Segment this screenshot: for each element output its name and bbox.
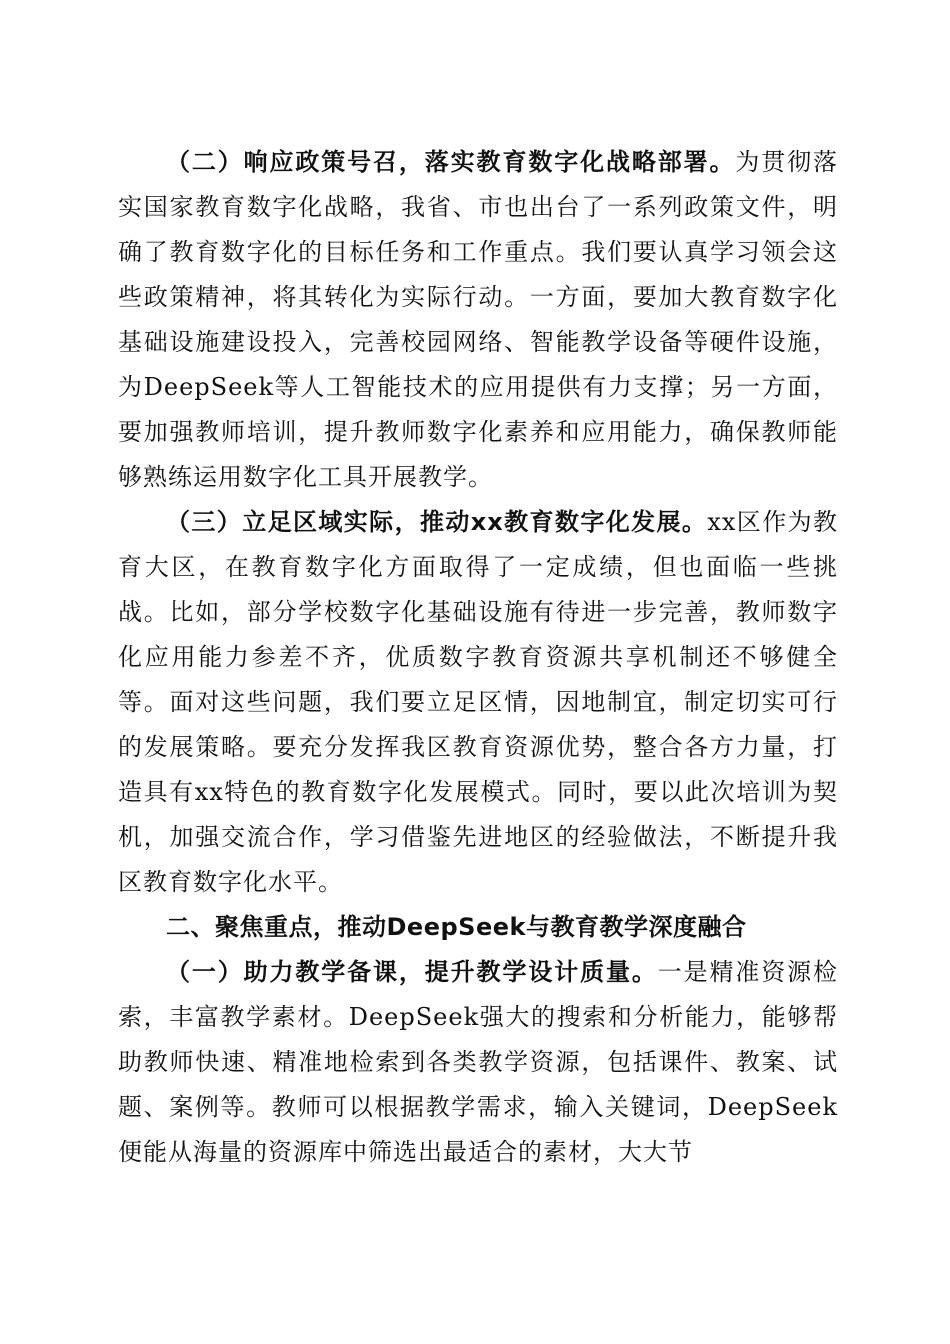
paragraph-lead: （三）立足区域实际，推动xx教育数字化发展。: [166, 508, 708, 536]
section-heading: 二、聚焦重点，推动DeepSeek与教育教学深度融合: [166, 913, 747, 941]
paragraph-lead: （二）响应政策号召，落实教育数字化战略部署。: [166, 148, 736, 176]
paragraph-policy-response: [118, 140, 838, 500]
paragraph-text: xx区作为教育大区，在教育数字化方面取得了一定成绩，但也面临一些挑战。比如，部分学校数字化基础设施有待进一步完善，教师数字化应用能力参差不齐，优质数字教育资源共享机制还不够健全等。面对这些问题，我们要立足区情，因地制宜，制定切实可行的发展策略。要充分发挥我区教育资源优势，整合各方力量，打造具有xx特色的教育数字化发展模式。同时，要以此次培训为契机，加强交流合作，学习借鉴先进地区的经验做法，不断提升我区教育数字化水平。: [118, 508, 838, 896]
paragraph-text: 为贯彻落实国家教育数字化战略，我省、市也出台了一系列政策文件，明确了教育数字化的目标任务和工作重点。我们要认真学习领会这些政策精神，将其转化为实际行动。一方面，要加大教育数字化基础设施建设投入，完善校园网络、智能教学设备等硬件设施，为DeepSeek等人工智能技术的应用提供有力支撑；另一方面，要加强教师培训，提升教师数字化素养和应用能力，确保教师能够熟练运用数字化工具开展教学。: [118, 148, 838, 491]
paragraph-regional-development: [118, 500, 838, 905]
paragraph-lead: （一）助力教学备课，提升教学设计质量。: [166, 958, 658, 986]
document-body: [118, 140, 838, 1175]
paragraph-teaching-preparation: [118, 950, 838, 1175]
paragraph-text: 一是精准资源检索，丰富教学素材。DeepSeek强大的搜索和分析能力，能够帮助教师快速、精准地检索到各类教学资源，包括课件、教案、试题、案例等。教师可以根据教学需求，输入关键词，DeepSeek便能从海量的资源库中筛选出最适合的素材，大大节: [118, 958, 838, 1166]
